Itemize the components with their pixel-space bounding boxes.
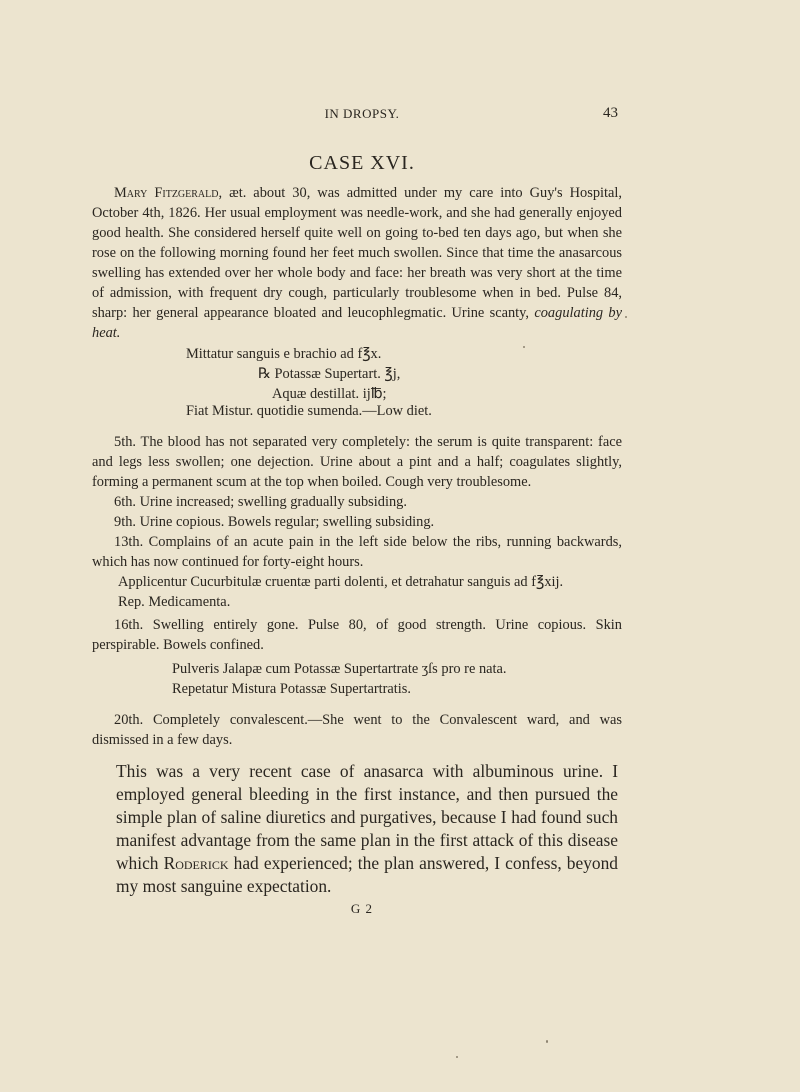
prescription-line: Applicentur Cucurbitulæ cruentæ parti dolenti, et detrahatur sanguis ad f℥xij. bbox=[118, 574, 564, 590]
paper-speck bbox=[625, 316, 627, 318]
roderick-name: Roderick bbox=[163, 853, 229, 873]
daily-entries bbox=[92, 432, 622, 572]
daily-entry: 6th. Urine increased; swelling gradually subsiding. bbox=[114, 494, 407, 510]
case-intro bbox=[92, 183, 622, 343]
case-title: CASE XVI. bbox=[309, 152, 415, 174]
running-title: IN DROPSY. bbox=[324, 106, 400, 121]
closing-paragraph bbox=[116, 760, 618, 898]
paper-speck bbox=[456, 1056, 458, 1058]
daily-entry: 9th. Urine copious. Bowels regular; swelling subsiding. bbox=[114, 514, 435, 530]
intro-italic: coagulating by heat. bbox=[92, 305, 622, 341]
prescription-line: Repetatur Mistura Potassæ Supertartratis. bbox=[172, 681, 412, 697]
page-number: 43 bbox=[603, 105, 618, 121]
prescription-line: Fiat Mistur. quotidie sumenda.—Low diet. bbox=[186, 403, 432, 419]
closing-text: This was a very recent case of anasarca with albuminous urine. I employed general bleeding in the first instance, and then pursued the simple plan of saline diuretics and purgatives, because I had found such manifest advantage from the same plan in the first attack of this disease which bbox=[116, 761, 618, 873]
closing-text-end: had experienced; the plan answered, I confess, beyond my most sanguine expectation. bbox=[116, 853, 618, 896]
prescription-line: ℞ Potassæ Supertart. ℥j, bbox=[258, 366, 401, 382]
intro-text: æt. about 30, was admitted under my care into Guy's Hospital, October 4th, 1826. Her usual employment was needle-work, and she had generally enjoyed good health. She considered herself quite well on going to-bed ten days ago, but when she rose on the following morning found her feet much swollen. Since that time the anasarcous swelling has extended over her whole body and face: her breath was very short at the time of admission, with frequent dry cough, particularly troublesome when in bed. Pulse 84, sharp: her general appearance bloated and leucophlegmatic. Urine scanty, bbox=[92, 185, 622, 321]
prescription-line: Aquæ destillat. ij℔; bbox=[272, 386, 387, 402]
intro-paragraph bbox=[92, 183, 622, 343]
prescription-line: Mittatur sanguis e brachio ad f℥x. bbox=[186, 346, 382, 362]
prescription-line: Rep. Medicamenta. bbox=[118, 594, 231, 610]
paper-speck bbox=[546, 1040, 548, 1043]
patient-name: Mary Fitzgerald, bbox=[114, 185, 223, 201]
daily-entry: 16th. Swelling entirely gone. Pulse 80, of good strength. Urine copious. Skin perspirable. Bowels confined. bbox=[92, 617, 622, 653]
running-head bbox=[92, 106, 632, 126]
daily-entries bbox=[92, 615, 622, 655]
prescription-line: Pulveris Jalapæ cum Potassæ Supertartrate ʒſs pro re nata. bbox=[172, 661, 507, 677]
daily-entry: 5th. The blood has not separated very completely: the serum is quite transparent: face and legs less swollen; one dejection. Urine about a pint and a half; coagulates slightly, forming a permanent scum at the top when boiled. Cough very troublesome. bbox=[92, 434, 622, 490]
daily-entry: 20th. Completely convalescent.—She went to the Convalescent ward, and was dismissed in a few days. bbox=[92, 712, 622, 748]
daily-entries bbox=[92, 710, 622, 750]
paper-speck bbox=[523, 346, 525, 348]
daily-entry: 13th. Complains of an acute pain in the left side below the ribs, running backwards, which has now continued for forty-eight hours. bbox=[92, 534, 622, 570]
signature-mark: G 2 bbox=[350, 901, 374, 916]
